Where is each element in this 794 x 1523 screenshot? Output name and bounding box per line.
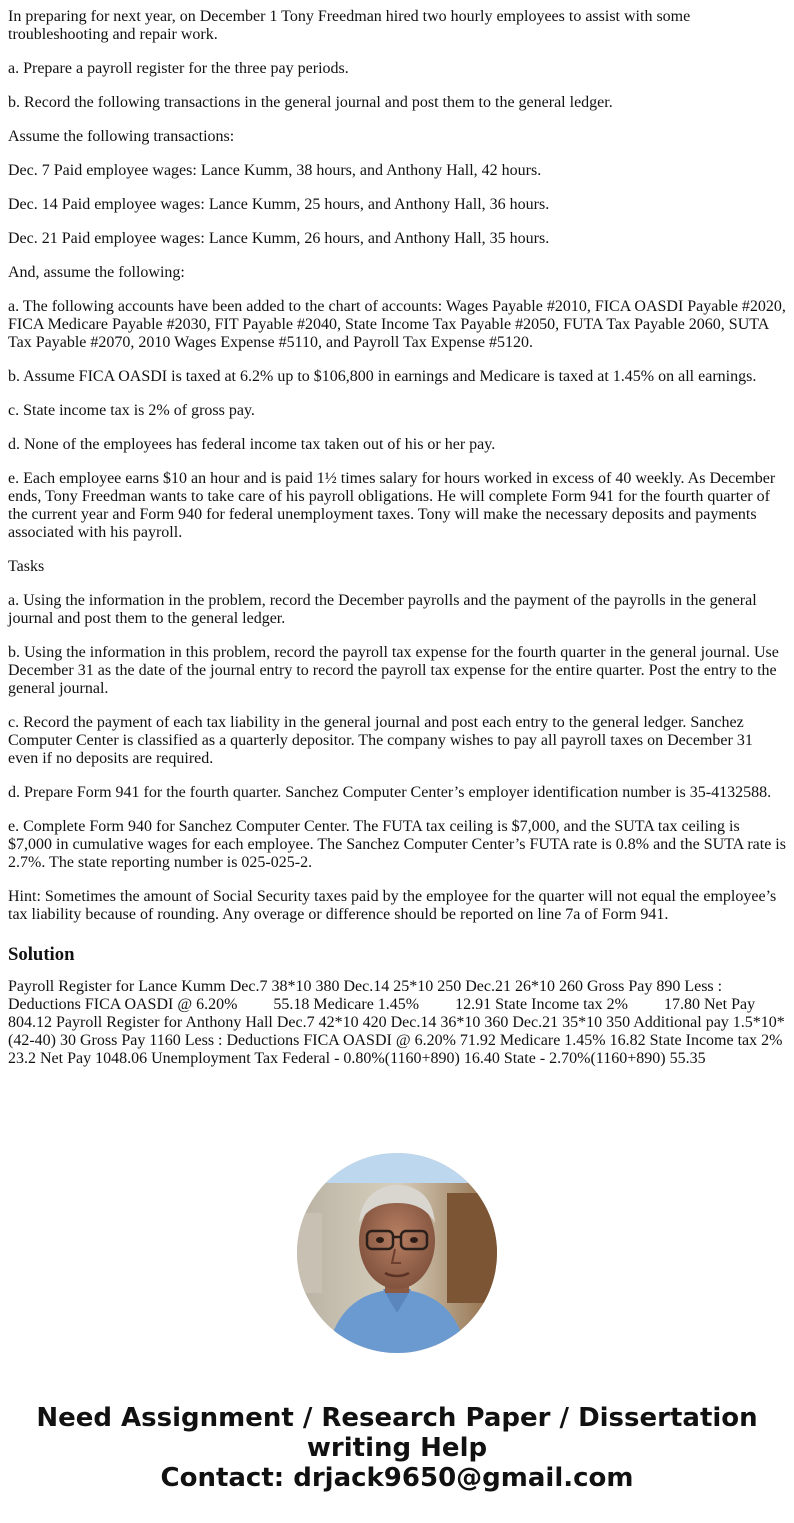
question-paragraph: b. Record the following transactions in the general journal and post them to the general ledger. <box>8 94 613 111</box>
promo-banner <box>0 1403 794 1493</box>
author-avatar <box>297 1153 497 1353</box>
author-photo-icon <box>297 1153 497 1353</box>
question-paragraph: a. Using the information in the problem, record the December payrolls and the payment of the payrolls in the general journal and post them to the general ledger. <box>8 592 757 627</box>
tasks-label: Tasks <box>8 558 45 575</box>
solution-text: Payroll Register for Lance Kumm Dec.7 38*10 380 Dec.14 25*10 250 Dec.21 26*10 260 Gross Pay 890 Less : Deductions FICA OASDI @ 6.20% 55.18 Medicare 1.45% 12.91 State Income tax 2% 17.80 Net Pay 804.12 Payroll Register for Anthony Hall Dec.7 42*10 420 Dec.14 36*10 360 Dec.21 35*10 350 Additional pay 1.5*10*(42-40) 30 Gross Pay 1160 Less : Deductions FICA OASDI @ 6.20% 71.92 Medicare 1.45% 16.82 State Income tax 2% 23.2 Net Pay 1048.06 Unemployment Tax Federal - 0.80%(1160+890) 16.40 State - 2.70%(1160+890) 55.35 <box>8 978 787 1067</box>
promo-line-1: Need Assignment / Research Paper / Dissertation <box>36 1403 758 1433</box>
question-paragraph: d. Prepare Form 941 for the fourth quarter. Sanchez Computer Center’s employer identification number is 35-4132588. <box>8 784 772 801</box>
question-paragraph: c. State income tax is 2% of gross pay. <box>8 402 255 419</box>
question-paragraph: a. Prepare a payroll register for the three pay periods. <box>8 60 349 77</box>
question-paragraph: b. Assume FICA OASDI is taxed at 6.2% up to $106,800 in earnings and Medicare is taxed at 1.45% on all earnings. <box>8 368 757 385</box>
question-paragraph: Dec. 21 Paid employee wages: Lance Kumm, 26 hours, and Anthony Hall, 35 hours. <box>8 230 550 247</box>
question-paragraph: e. Each employee earns $10 an hour and is paid 1½ times salary for hours worked in excess of 40 weekly. As December ends, Tony Freedman wants to take care of his payroll obligations. He will complete Form 941 for the fourth quarter of the current year and Form 940 for federal unemployment taxes. Tony will make the necessary deposits and payments associated with his payroll. <box>8 470 776 541</box>
question-paragraph: d. None of the employees has federal income tax taken out of his or her pay. <box>8 436 496 453</box>
question-paragraph: a. The following accounts have been added to the chart of accounts: Wages Payable #2010, FICA OASDI Payable #2020, FICA Medicare Payable #2030, FIT Payable #2040, State Income Tax Payable #2050, FUTA Tax Payable 2060, SUTA Tax Payable #2070, 2010 Wages Expense #5110, and Payroll Tax Expense #5120. <box>8 298 786 351</box>
hint-paragraph: Hint: Sometimes the amount of Social Security taxes paid by the employee for the quarter will not equal the employee’s tax liability because of rounding. Any overage or difference should be reported on line 7a of Form 941. <box>8 888 777 923</box>
question-paragraph: b. Using the information in this problem, record the payroll tax expense for the fourth quarter in the general journal. Use December 31 as the date of the journal entry to record the payroll tax expense for the entire quarter. Post the entry to the general journal. <box>8 644 779 697</box>
question-paragraph: c. Record the payment of each tax liability in the general journal and post each entry to the general ledger. Sanchez Computer Center is classified as a quarterly depositor. The company wishes to pay all payroll taxes on December 31 even if no deposits are required. <box>8 714 753 767</box>
promo-contact: Contact: drjack9650@gmail.com <box>160 1463 634 1493</box>
question-paragraph: And, assume the following: <box>8 264 185 281</box>
question-paragraph: Dec. 7 Paid employee wages: Lance Kumm, 38 hours, and Anthony Hall, 42 hours. <box>8 162 542 179</box>
promo-line-2: writing Help <box>306 1433 488 1463</box>
question-paragraph: In preparing for next year, on December 1 Tony Freedman hired two hourly employees to assist with some troubleshooting and repair work. <box>8 8 691 43</box>
question-paragraph: Dec. 14 Paid employee wages: Lance Kumm, 25 hours, and Anthony Hall, 36 hours. <box>8 196 550 213</box>
question-paragraph: Assume the following transactions: <box>8 128 235 145</box>
question-paragraph: e. Complete Form 940 for Sanchez Computer Center. The FUTA tax ceiling is $7,000, and the SUTA tax ceiling is $7,000 in cumulative wages for each employee. The Sanchez Computer Center’s FUTA rate is 0.8% and the SUTA rate is 2.7%. The state reporting number is 025-025-2. <box>8 818 786 871</box>
solution-heading: Solution <box>8 944 75 965</box>
